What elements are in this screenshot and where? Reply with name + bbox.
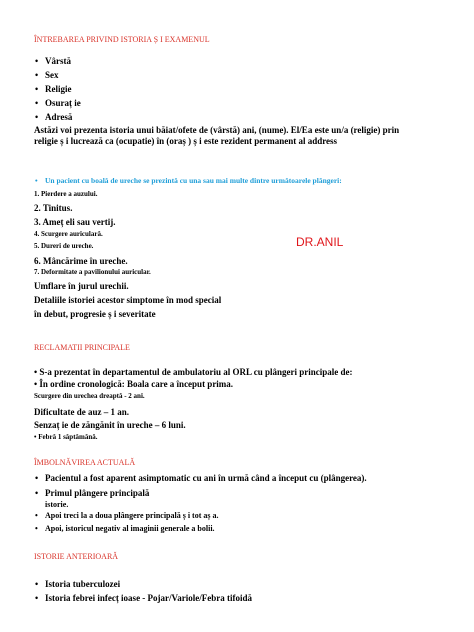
list-item: • Osuraț ie [45,98,81,108]
list-item: • Religie [45,84,72,94]
text-line: Scurgere din urechea dreaptă - 2 ani. [34,392,145,400]
list-item: 3. Ameț eli sau vertij. [34,217,116,227]
text-line: Dificultate de auz – 1 an. [34,407,129,417]
list-item: • Vârstă [45,56,71,66]
watermark-text: DR.ANIL [296,235,344,249]
list-item-continuation: istorie. [45,500,69,509]
list-item: • Adresă [45,112,72,122]
list-item: • Istoria febrei infecț ioase - Pojar/Variole/Febra tifoidă [45,593,252,603]
text-line: Detaliile istoriei acestor simptome în mod special [34,295,222,305]
text-line: Senzaț ie de zăngănit în ureche – 6 luni. [34,420,186,430]
list-item: • Sex [45,70,59,80]
list-item: 7. Deformitate a pavilionului auricular. [34,268,151,276]
section-title-past-history: ISTORIE ANTERIOARĂ [34,552,119,561]
text-line: • S-a prezentat în departamentul de ambulatoriu al ORL cu plângeri principale de: [34,367,353,377]
section-title-current-illness: ÎMBOLNĂVIREA ACTUALĂ [34,458,136,467]
text-line: • Febră 1 săptămână. [34,433,98,441]
text-line: • În ordine cronologică: Boala care a început prima. [34,379,234,389]
list-item: • Istoria tuberculozei [45,579,120,589]
list-item: 1. Pierdere a auzului. [34,190,98,198]
text-line: în debut, progresie ș i severitate [34,309,156,319]
intro-paragraph: Astăzi voi prezenta istoria unui băiat/ofete de (vârstă) ani, (nume). El/Ea este un/a (religie) prin religie ș i lucrează ca (ocupatie) în (oraș ) ș i este rezident permanent al address [34,125,400,146]
section-title-complaints: RECLAMATII PRINCIPALE [34,343,130,352]
text-line: Umflare în jurul urechii. [34,281,129,291]
list-item: • Apoi treci la a doua plângere principală ș i tot aș a. [45,511,219,520]
list-item: 2. Tinitus. [34,203,73,213]
list-item: • Apoi, istoricul negativ al imaginii generale a bolii. [45,524,215,533]
list-item: 4. Scurgere auriculară. [34,230,103,238]
list-item: 5. Dureri de ureche. [34,242,94,250]
list-item: 6. Mâncărime în ureche. [34,256,128,266]
section-title-history: ÎNTREBAREA PRIVIND ISTORIA Ș I EXAMENUL [34,35,210,44]
complaints-intro: • Un pacient cu boală de ureche se prezintă cu una sau mai multe dintre următoarele plângeri: [45,176,342,185]
list-item: • Pacientul a fost aparent asimptomatic cu ani în urmă când a început cu (plângerea). [45,473,367,483]
list-item: • Primul plângere principală [45,488,149,498]
